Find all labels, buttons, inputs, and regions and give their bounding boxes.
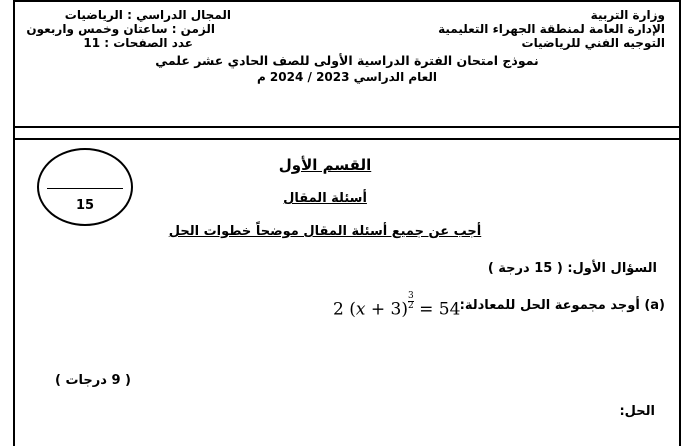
subject-field: المجال الدراسي : الرياضيات: [64, 8, 231, 22]
ministry-name: وزارة التربية: [590, 8, 665, 22]
exam-duration: الزمن : ساعتان وخمس واربعون: [26, 22, 215, 36]
question1-block: [488, 261, 657, 276]
equation-exponent: [408, 292, 414, 311]
score-circle: [37, 148, 133, 226]
directorate-name: الإدارة العامة لمنطقة الجهراء التعليمية: [438, 22, 665, 36]
department-name: التوجيه الفني للرياضيات: [521, 36, 665, 50]
exam-title: نموذج امتحان الفترة الدراسية الأولى للصف الحادي عشر علمي: [155, 53, 539, 68]
part-a-marks: ( 9 درجات ): [55, 373, 131, 388]
page-count: عدد الصفحات : 11: [83, 36, 193, 50]
equation-rhs: = 54: [419, 299, 461, 320]
exam-header: [15, 0, 679, 128]
exponent-denominator: 2: [407, 301, 414, 311]
section-instruction: أجب عن جميع أسئلة المقال موضحاً خطوات الحل: [168, 224, 482, 239]
equation-coefficient: 2: [333, 299, 344, 320]
equation: [333, 292, 460, 320]
question1-title: السؤال الأول:: [567, 261, 657, 276]
section-title: القسم الأول: [278, 156, 372, 174]
part-a-label: (a): [644, 298, 665, 313]
score-line: [47, 188, 123, 189]
solution-label: الحل:: [619, 404, 655, 419]
exponent-numerator: 3: [407, 291, 414, 301]
question1-part-a: [460, 298, 665, 313]
exam-page: [13, 0, 681, 446]
question1-marks: ( 15 درجة ): [487, 261, 563, 276]
section-subtitle: أسئلة المقال: [283, 191, 367, 206]
part-a-text: أوجد مجموعة الحل للمعادلة:: [459, 298, 640, 313]
header-separator: [15, 130, 679, 140]
academic-year: العام الدراسي 2023 / 2024 م: [256, 70, 438, 84]
equation-base: (𝑥 + 3): [349, 299, 408, 320]
score-total: 15: [75, 198, 95, 213]
